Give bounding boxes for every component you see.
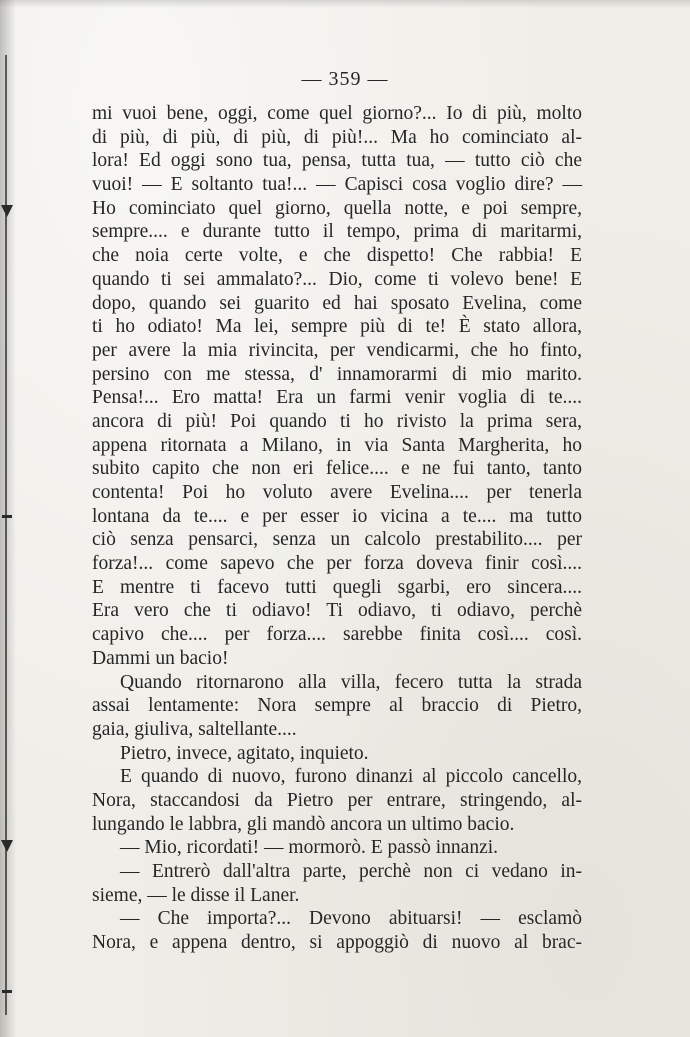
text-line: capivo che.... per forza.... sarebbe finita così.... così. [92,624,582,646]
binding-shadow [0,0,16,1037]
text-line: Era vero che ti odiavo! Ti odiavo, ti odiavo, perchè [92,600,582,622]
text-line: ancora di più! Poi quando ti ho rivisto la prima sera, [92,410,582,432]
margin-mark [1,840,13,852]
text-line: ciò senza pensarci, senza un calcolo prestabilito.... per [92,529,582,551]
page-number: — 359 — [301,68,389,90]
text-line: sieme, — le disse il Laner. [92,884,300,906]
text-line: ti ho odiato! Ma lei, sempre più di te! È stato allora, [92,316,582,338]
text-line: Pensa!... Ero matta! Era un farmi venir voglia di te.... [92,387,582,409]
text-line: lontana da te.... e per esser io vicina a te.... ma tutto [92,505,582,527]
text-line: lora! Ed oggi sono tua, pensa, tutta tua, — tutto ciò che [92,150,582,172]
text-line: per avere la mia rivincita, per vendicarmi, che ho finto, [92,339,582,361]
text-line: quando ti sei ammalato?... Dio, come ti volevo bene! E [92,268,582,290]
text-line: sempre.... e durante tutto il tempo, prima di maritarmi, [92,221,582,243]
text-line: che noia certe volte, e che dispetto! Che rabbia! E [92,245,582,267]
text-line: subito capito che non eri felice.... e ne fui tanto, tanto [92,458,582,480]
margin-mark [2,990,12,993]
page-body [92,102,582,955]
margin-mark [2,515,12,518]
binding-line [5,55,7,1015]
text-line: — Che importa?... Devono abituarsi! — esclamò [120,908,582,930]
text-line: persino con me stessa, d' innamorarmi di mio marito. [92,363,582,385]
text-line: dopo, quando sei guarito ed hai sposato Evelina, come [92,292,582,314]
text-line: — Entrerò dall'altra parte, perchè non ci vedano in- [120,861,582,882]
text-line: gaia, giuliva, saltellante.... [92,718,297,740]
text-line: forza!... come sapevo che per forza doveva finir così.... [92,553,582,575]
text-line: Nora, staccandosi da Pietro per entrare, stringendo, al- [92,789,582,811]
text-line: di più, di più, di più, di più!... Ma ho cominciato al- [92,126,582,148]
text-line: contenta! Poi ho voluto avere Evelina.... per tenerla [92,482,582,503]
margin-mark [1,205,13,217]
text-line: Nora, e appena dentro, si appoggiò di nuovo al brac- [92,932,582,954]
text-line: E mentre ti facevo tutti quegli sgarbi, ero sincera.... [92,576,582,598]
text-line: Dammi un bacio! [92,647,229,669]
text-line: — Mio, ricordati! — mormorò. E passò innanzi. [120,837,499,859]
text-line: Quando ritornarono alla villa, fecero tutta la strada [120,671,582,693]
text-line: E quando di nuovo, furono dinanzi al piccolo cancello, [120,766,582,788]
text-line: assai lentamente: Nora sempre al braccio di Pietro, [92,695,582,717]
text-line: Pietro, invece, agitato, inquieto. [120,742,369,764]
text-line: vuoi! — E soltanto tua!... — Capisci cosa voglio dire? — [92,174,582,196]
top-edge-shadow [0,0,690,8]
text-line: Ho cominciato quel giorno, quella notte, e poi sempre, [92,197,582,219]
text-line: mi vuoi bene, oggi, come quel giorno?... Io di più, molto [92,103,582,124]
text-line: lungando le labbra, gli mandò ancora un ultimo bacio. [92,813,515,835]
text-line: appena ritornata a Milano, in via Santa Margherita, ho [92,434,582,456]
